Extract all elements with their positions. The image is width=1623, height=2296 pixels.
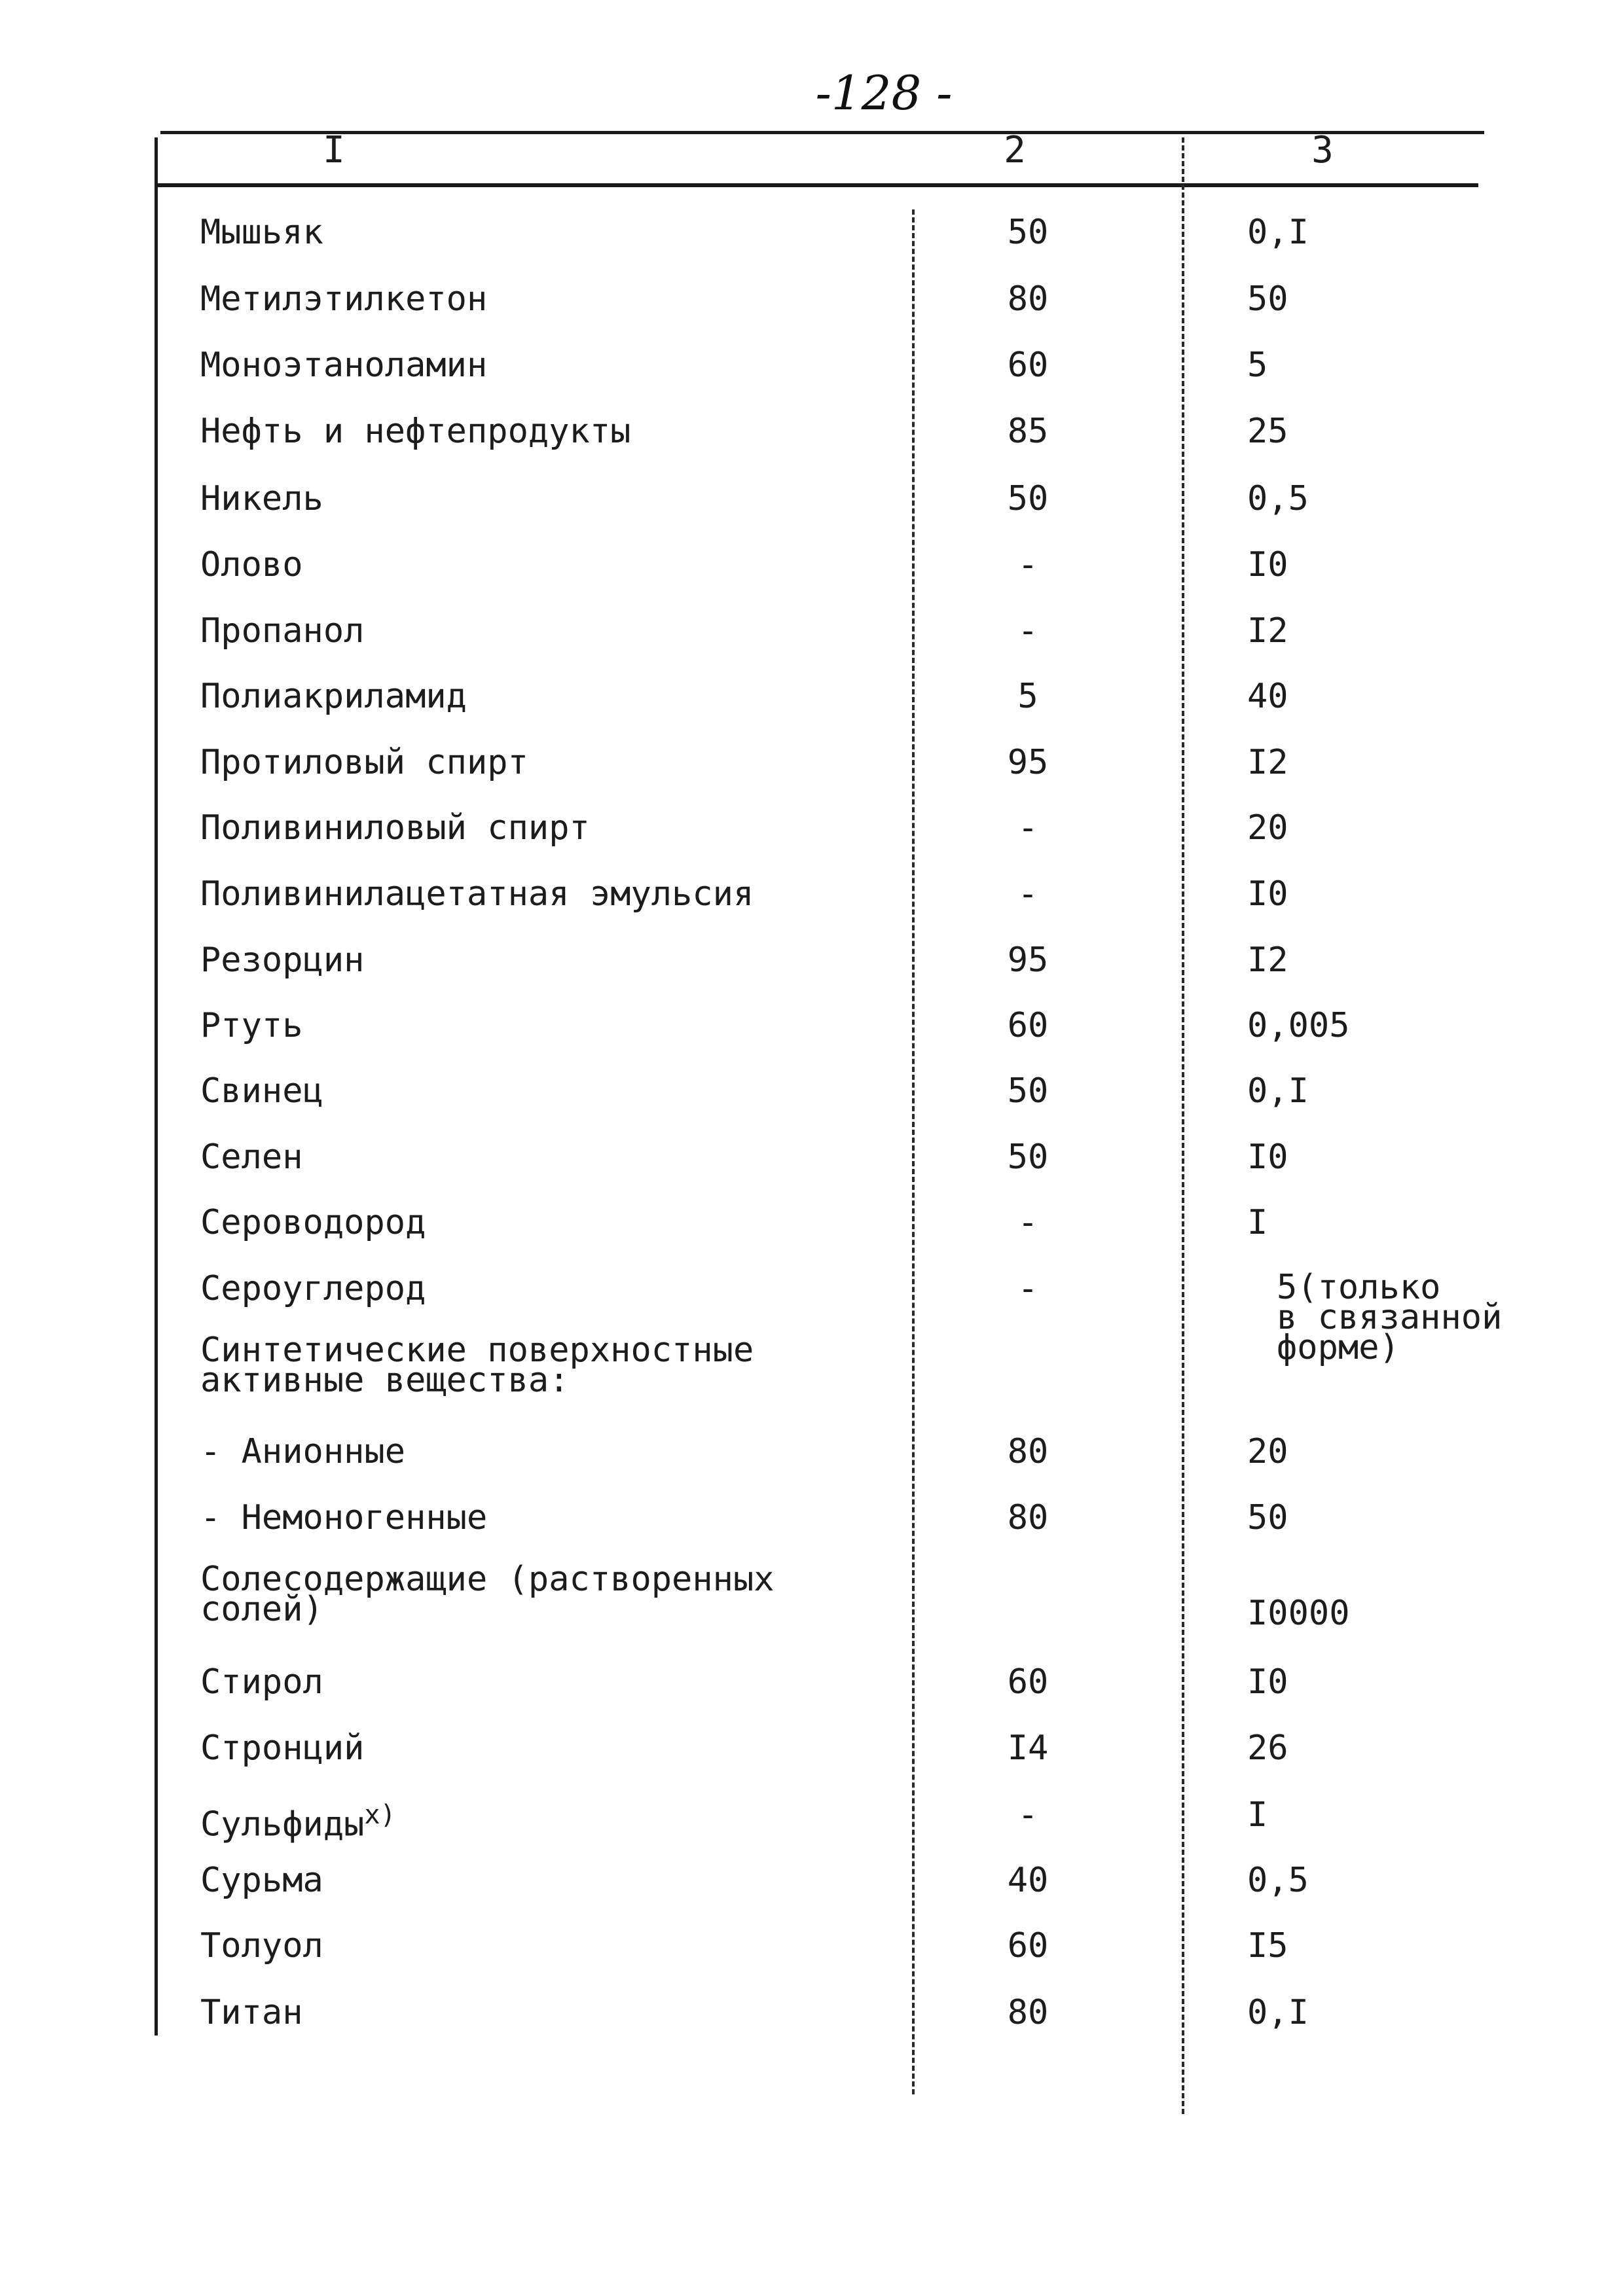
substance-name: Протиловый спирт xyxy=(200,743,528,782)
substance-name: Сурьма xyxy=(200,1861,323,1900)
substance-name: Моноэтаноламин xyxy=(200,346,488,385)
value-col-3: I0 xyxy=(1247,545,1288,584)
value-col-3: I xyxy=(1247,1203,1268,1242)
value-col-3: I0 xyxy=(1247,874,1288,914)
header-bottom-rule xyxy=(155,183,1478,187)
value-col-2: 80 xyxy=(1007,1432,1049,1471)
substance-name: Ртуть xyxy=(200,1006,303,1045)
value-col-2: 60 xyxy=(1007,346,1049,385)
substance-name: Олово xyxy=(200,545,303,584)
value-col-2: 80 xyxy=(1007,279,1049,319)
substance-name: Селен xyxy=(200,1138,303,1177)
value-col-2: 50 xyxy=(1007,1071,1049,1111)
substance-name: Сульфиды$^{x)}$ xyxy=(200,1800,396,1844)
value-col-2: - xyxy=(1017,874,1038,914)
substance-name: Мышьяк xyxy=(200,213,323,252)
substance-name: Никель xyxy=(200,479,323,518)
value-col-3: 5(только в связанной форме) xyxy=(1277,1268,1503,1367)
substance-name: Поливиниловый спирт xyxy=(200,808,590,848)
substance-name: - Немоногенные xyxy=(200,1498,488,1537)
value-col-3: I xyxy=(1247,1795,1268,1835)
value-col-3: 20 xyxy=(1247,808,1288,848)
substance-name: Поливинилацетатная эмульсия xyxy=(200,874,754,914)
value-col-3: 40 xyxy=(1247,677,1288,716)
value-col-3: I2 xyxy=(1247,743,1288,782)
value-col-2: 5 xyxy=(1017,677,1038,716)
page-number: -128 - xyxy=(815,65,953,120)
table-left-border xyxy=(155,137,158,2036)
substance-name: Титан xyxy=(200,1993,303,2032)
value-col-3: 0,5 xyxy=(1247,479,1309,518)
value-col-2: 95 xyxy=(1007,941,1049,980)
substance-name: Стронций xyxy=(200,1729,365,1768)
substance-name: Стирол xyxy=(200,1662,323,1702)
substance-name: Нефть и нефтепродукты xyxy=(200,412,631,451)
value-col-3: I5 xyxy=(1247,1926,1288,1965)
substance-name: Синтетические поверхностные активные вещества: xyxy=(200,1331,754,1400)
value-col-3: I0 xyxy=(1247,1138,1288,1177)
value-col-2: 60 xyxy=(1007,1926,1049,1965)
value-col-2: - xyxy=(1017,1203,1038,1242)
value-col-3: 0,005 xyxy=(1247,1006,1350,1045)
substance-name: Метилэтилкетон xyxy=(200,279,488,319)
value-col-2: - xyxy=(1017,1269,1038,1308)
value-col-3: 5 xyxy=(1247,346,1268,385)
substance-name: Резорцин xyxy=(200,941,365,980)
value-col-3: 0,5 xyxy=(1247,1861,1309,1900)
value-col-2: 95 xyxy=(1007,743,1049,782)
value-col-2: - xyxy=(1017,808,1038,848)
value-col-2: 40 xyxy=(1007,1861,1049,1900)
header-col-2: 2 xyxy=(1004,129,1026,171)
value-col-2: 60 xyxy=(1007,1006,1049,1045)
value-col-2: - xyxy=(1017,1795,1038,1835)
value-col-2: 50 xyxy=(1007,1138,1049,1177)
value-col-3: 25 xyxy=(1247,412,1288,451)
value-col-2: 50 xyxy=(1007,213,1049,252)
column-divider-1 xyxy=(912,209,915,2094)
value-col-2: - xyxy=(1017,545,1038,584)
value-col-2: - xyxy=(1017,611,1038,651)
value-col-3: I0 xyxy=(1247,1662,1288,1702)
value-col-2: 85 xyxy=(1007,412,1049,451)
value-col-3: 50 xyxy=(1247,279,1288,319)
value-col-2: 80 xyxy=(1007,1993,1049,2032)
substance-name: Полиакриламид xyxy=(200,677,467,716)
value-col-3: I0000 xyxy=(1247,1594,1350,1633)
value-col-2: 60 xyxy=(1007,1662,1049,1702)
value-col-3: 0,I xyxy=(1247,1993,1309,2032)
value-col-3: 0,I xyxy=(1247,1071,1309,1111)
substance-name: Пропанол xyxy=(200,611,365,651)
column-divider-2 xyxy=(1182,137,1184,2114)
value-col-3: I2 xyxy=(1247,941,1288,980)
value-col-3: 0,I xyxy=(1247,213,1309,252)
value-col-3: I2 xyxy=(1247,611,1288,651)
value-col-2: I4 xyxy=(1007,1729,1049,1768)
header-col-1: I xyxy=(323,129,345,171)
substance-name: Сероуглерод xyxy=(200,1269,426,1308)
substance-name: Сероводород xyxy=(200,1203,426,1242)
substance-name: Толуол xyxy=(200,1926,323,1965)
footnote-marker: x) xyxy=(364,1800,396,1830)
value-col-2: 50 xyxy=(1007,479,1049,518)
substance-name: Свинец xyxy=(200,1071,323,1111)
value-col-3: 20 xyxy=(1247,1432,1288,1471)
value-col-3: 50 xyxy=(1247,1498,1288,1537)
value-col-3: 26 xyxy=(1247,1729,1288,1768)
value-col-2: 80 xyxy=(1007,1498,1049,1537)
header-col-3: 3 xyxy=(1311,129,1334,171)
substance-name: Солесодержащие (растворенных солей) xyxy=(200,1560,775,1629)
substance-name: - Анионные xyxy=(200,1432,406,1471)
